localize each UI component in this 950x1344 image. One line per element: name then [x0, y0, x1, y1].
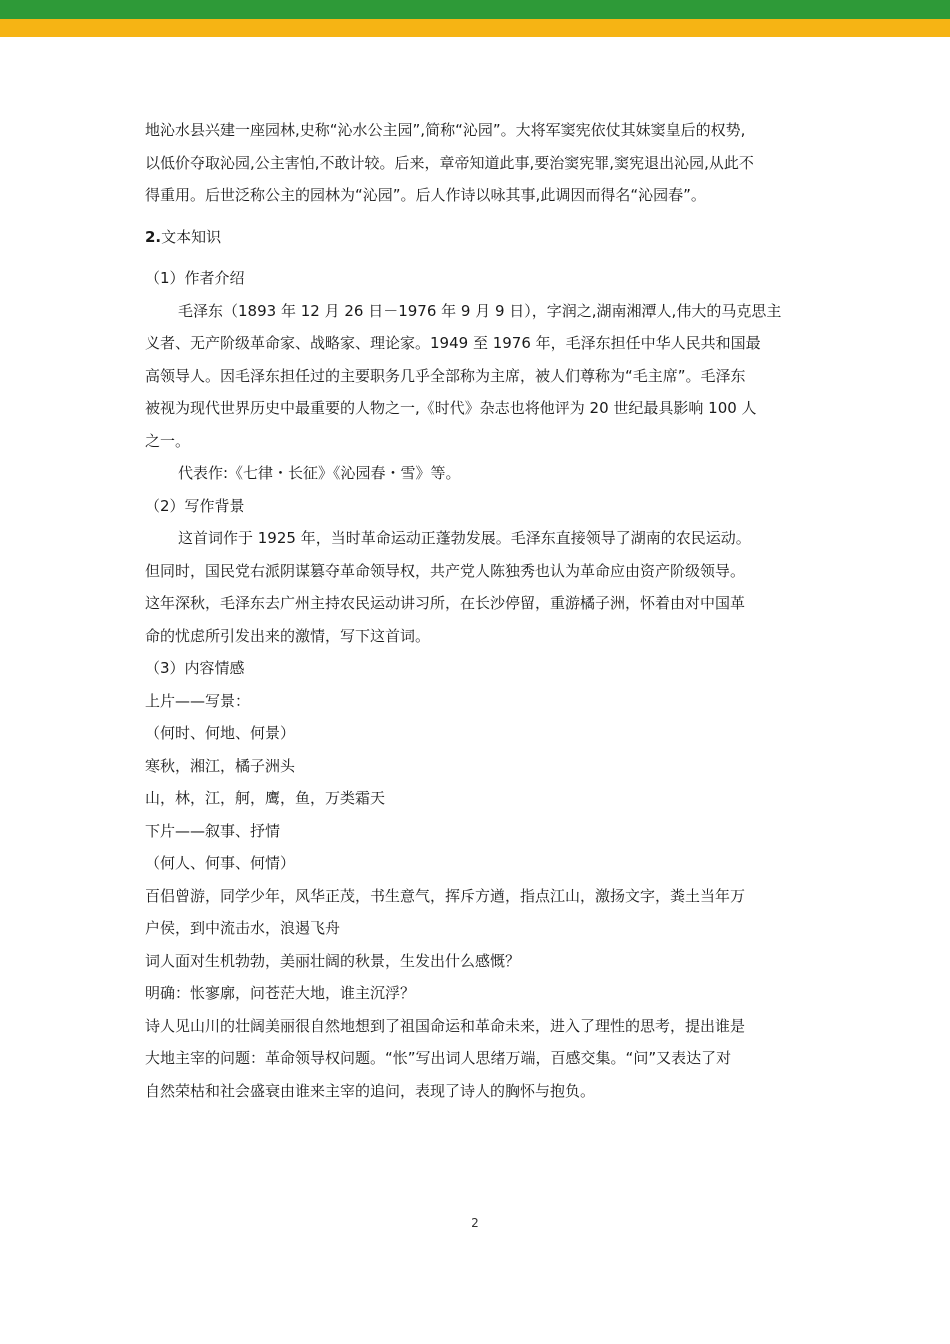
author-line: 之一。: [145, 431, 191, 450]
header-band-orange: [0, 19, 950, 37]
intro-line: 地沁水县兴建一座园林,史称“沁水公主园”,简称“沁园”。大将军窦宪依仗其妹窦皇后的权势,: [145, 121, 746, 139]
background-line: 但同时，国民党右派阴谋篡夺革命领导权，共产党人陈独秀也认为革命应由资产阶级领导。: [145, 561, 746, 580]
document-body: [145, 114, 810, 1107]
header-band-green: [0, 0, 950, 19]
page-number: 2: [471, 1216, 479, 1230]
section-number: 2.: [145, 227, 162, 246]
content-line: （何时、何地、何景）: [145, 724, 296, 742]
content-line: 明确：怅寥廓，问苍茫大地，谁主沉浮？: [145, 984, 416, 1002]
author-line: 高领导人。因毛泽东担任过的主要职务几乎全部称为主席，被人们尊称为“毛主席”。毛泽东: [145, 366, 746, 385]
subsection-title-background: （2）写作背景: [145, 496, 245, 515]
works-line: 代表作:《七律・长征》《沁园春・雪》等。: [178, 464, 461, 482]
content-line: 上片——写景：: [145, 691, 251, 710]
background-line: 命的忧虑所引发出来的激情，写下这首词。: [145, 626, 431, 645]
content-line: （何人、何事、何情）: [145, 854, 296, 872]
content-line: 寒秋，湘江，橘子洲头: [145, 756, 296, 775]
author-line: 义者、无产阶级革命家、战略家、理论家。1949 至 1976 年，毛泽东担任中华人民共和国最: [145, 334, 761, 352]
intro-line: 得重用。后世泛称公主的园林为“沁园”。后人作诗以咏其事,此调因而得名“沁园春”。: [145, 186, 706, 204]
content-line: 自然荣枯和社会盛衰由谁来主宰的追问，表现了诗人的胸怀与抱负。: [145, 1081, 596, 1100]
content-line: 百侣曾游，同学少年，风华正茂，书生意气，挥斥方遒，指点江山，激扬文字，粪土当年万: [145, 886, 746, 905]
content-line: 户侯，到中流击水，浪遏飞舟: [145, 919, 341, 937]
subsection-title-content: （3）内容情感: [145, 659, 245, 677]
content-line: 大地主宰的问题：革命领导权问题。“怅”写出词人思绪万端，百感交集。“问”又表达了对: [145, 1049, 732, 1067]
background-line: 这首词作于 1925 年，当时革命运动正蓬勃发展。毛泽东直接领导了湖南的农民运动。: [178, 529, 751, 547]
content-line: 词人面对生机勃勃，美丽壮阔的秋景，生发出什么感慨？: [145, 951, 521, 970]
content-line: 山，林，江，舸，鹰，鱼，万类霜天: [145, 789, 386, 807]
content-line: 下片——叙事、抒情: [145, 821, 281, 840]
subsection-title-author: （1）作者介绍: [145, 269, 245, 287]
section-heading: [145, 221, 810, 254]
author-line: 被视为现代世界历史中最重要的人物之一,《时代》杂志也将他评为 20 世纪最具影响 100 人: [145, 399, 757, 417]
background-line: 这年深秋，毛泽东去广州主持农民运动讲习所，在长沙停留，重游橘子洲，怀着由对中国革: [145, 594, 746, 612]
intro-line: 以低价夺取沁园,公主害怕,不敢计较。后来，章帝知道此事,要治窦宪罪,窦宪退出沁园,从此不: [145, 153, 754, 172]
section-title: 文本知识: [161, 227, 222, 246]
author-line: 毛泽东（1893 年 12 月 26 日－1976 年 9 月 9 日），字润之,湖南湘潭人,伟大的马克思主: [178, 301, 782, 320]
content-line: 诗人见山川的壮阔美丽很自然地想到了祖国命运和革命未来，进入了理性的思考，提出谁是: [145, 1016, 746, 1035]
